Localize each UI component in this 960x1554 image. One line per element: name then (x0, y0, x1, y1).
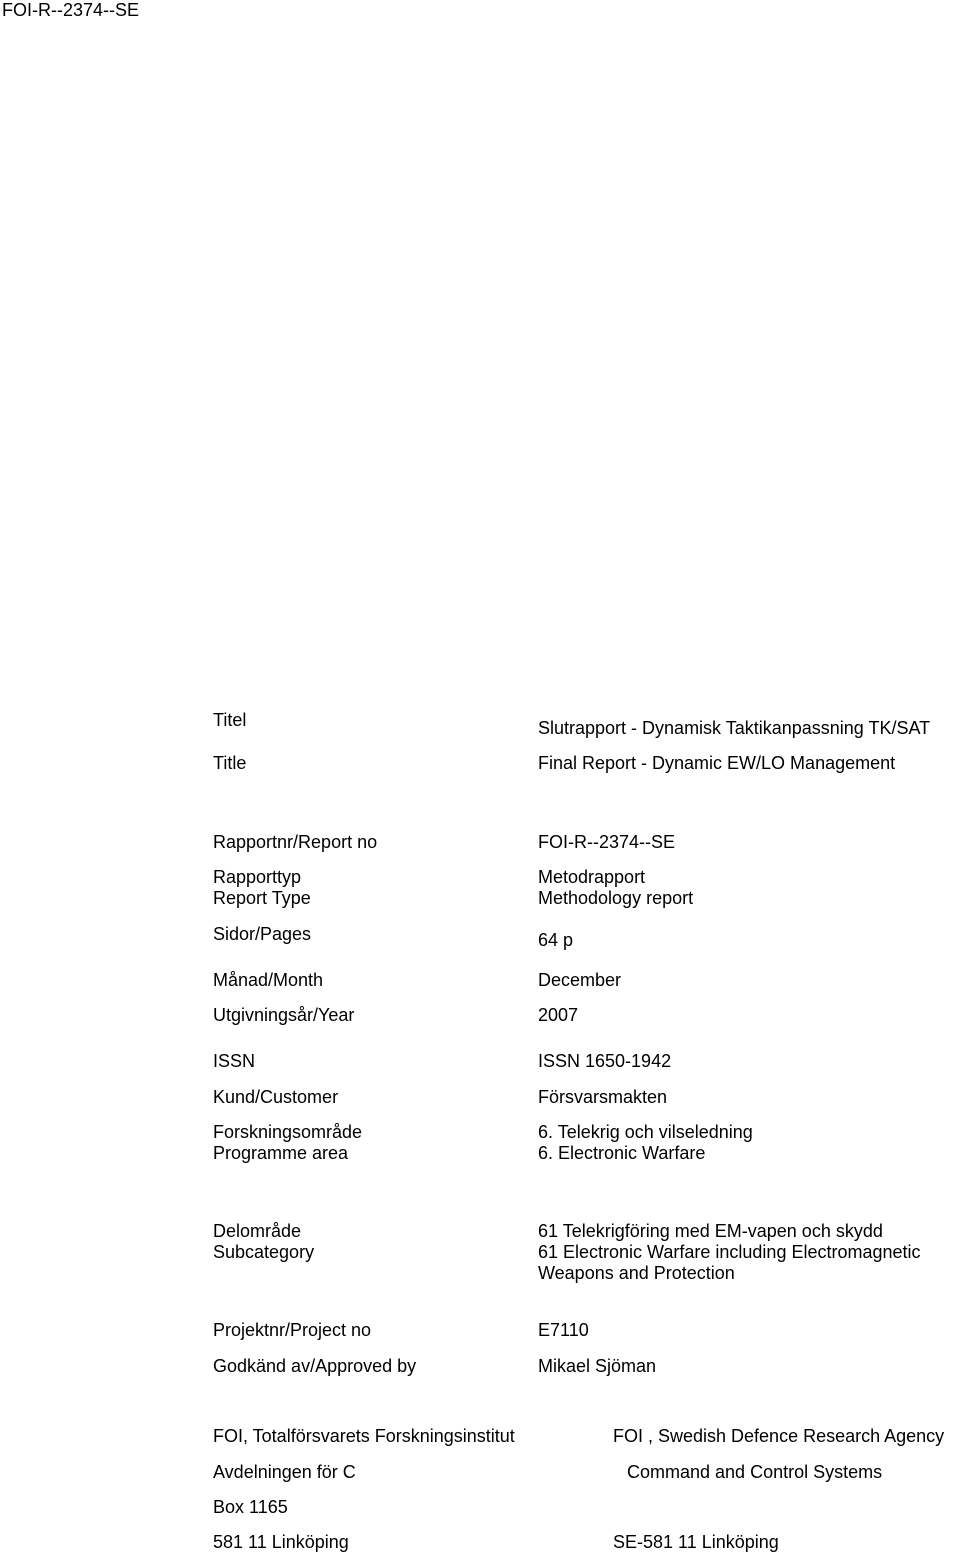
footer-left-dept: Avdelningen för C (213, 1462, 356, 1482)
footer-right-dept: Command and Control Systems (627, 1462, 883, 1482)
project-value: E7110 (538, 1320, 589, 1340)
titel-label: Titel (213, 710, 247, 730)
pages-label: Sidor/Pages (213, 924, 312, 944)
report-type-label: Rapporttyp Report Type (213, 867, 311, 908)
footer-right-org: FOI , Swedish Defence Research Agency (613, 1426, 945, 1446)
report-no-label: Rapportnr/Report no (213, 832, 378, 852)
month-label: Månad/Month (213, 970, 324, 990)
title-value: Final Report - Dynamic EW/LO Management (538, 753, 896, 773)
month-value: December (538, 970, 622, 990)
year-value: 2007 (538, 1005, 579, 1025)
title-label: Title (213, 753, 247, 773)
report-type-value: Metodrapport Methodology report (538, 867, 694, 908)
titel-value: Slutrapport - Dynamisk Taktikanpassning TK/SAT (538, 718, 931, 738)
subcategory-value: 61 Telekrigföring med EM-vapen och skydd 61 Electronic Warfare including Electromagnetic Weapons and Protection (538, 1221, 921, 1283)
customer-value: Försvarsmakten (538, 1087, 668, 1107)
project-label: Projektnr/Project no (213, 1320, 372, 1340)
approved-value: Mikael Sjöman (538, 1356, 657, 1376)
programme-value: 6. Telekrig och vilseledning 6. Electronic Warfare (538, 1122, 753, 1163)
approved-label: Godkänd av/Approved by (213, 1356, 417, 1376)
year-label: Utgivningsår/Year (213, 1005, 355, 1025)
footer-left-city: 581 11 Linköping (213, 1532, 349, 1552)
issn-label: ISSN (213, 1051, 256, 1071)
pages-value: 64 p (538, 930, 574, 950)
issn-value: ISSN 1650-1942 (538, 1051, 672, 1071)
footer-left-org: FOI, Totalförsvarets Forskningsinstitut (213, 1426, 515, 1446)
report-id-header: FOI-R--2374--SE (2, 0, 140, 20)
footer-right-city: SE-581 11 Linköping (613, 1532, 779, 1552)
footer-left-box: Box 1165 (213, 1497, 288, 1517)
programme-label: Forskningsområde Programme area (213, 1122, 363, 1163)
subcategory-label: Delområde Subcategory (213, 1221, 315, 1262)
customer-label: Kund/Customer (213, 1087, 339, 1107)
report-no-value: FOI-R--2374--SE (538, 832, 676, 852)
